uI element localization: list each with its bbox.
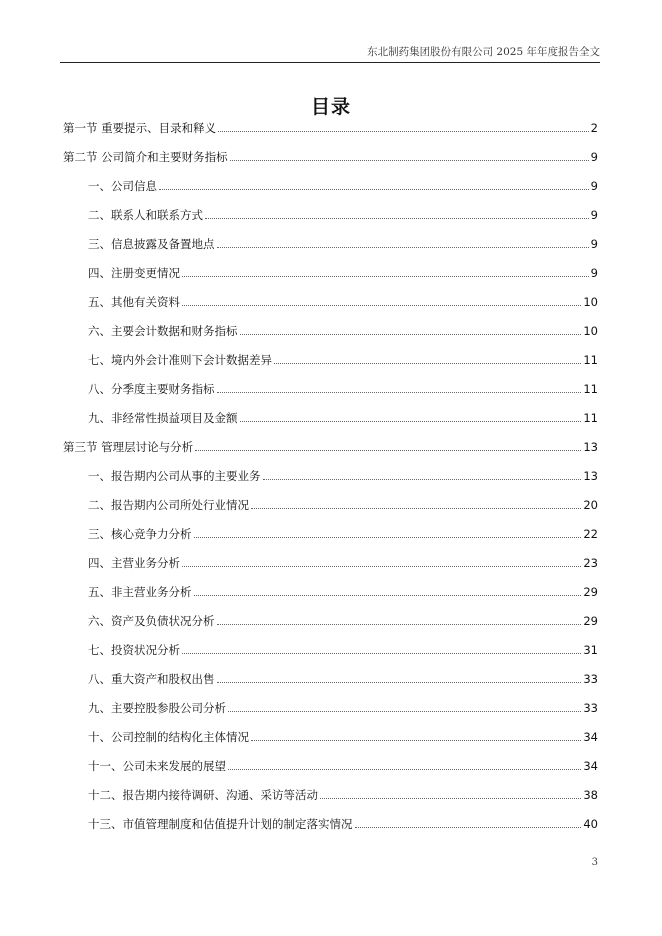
toc-entry-page: 9 <box>590 237 598 251</box>
toc-entry-label: 八、分季度主要财务指标 <box>88 382 215 396</box>
toc-entry-label: 六、主要会计数据和财务指标 <box>88 324 238 338</box>
toc-entry-label: 第二节 公司简介和主要财务指标 <box>63 150 228 164</box>
toc-entry-label: 八、重大资产和股权出售 <box>88 672 215 686</box>
toc-entry-page: 10 <box>583 324 598 338</box>
toc-dot-leader <box>230 159 589 161</box>
toc-dot-leader <box>194 594 582 596</box>
toc-dot-leader <box>218 130 589 132</box>
toc-entry-page: 33 <box>583 672 598 686</box>
toc-entry-label: 九、主要控股参股公司分析 <box>88 701 226 715</box>
toc-dot-leader <box>251 507 581 509</box>
toc-entry-page: 33 <box>583 701 598 715</box>
toc-subsection-entry[interactable] <box>88 700 598 720</box>
toc-section-entry[interactable] <box>63 120 598 140</box>
toc-subsection-entry[interactable] <box>88 613 598 633</box>
toc-subsection-entry[interactable] <box>88 410 598 430</box>
toc-entry-label: 一、报告期内公司从事的主要业务 <box>88 469 261 483</box>
toc-subsection-entry[interactable] <box>88 787 598 807</box>
toc-entry-page: 9 <box>590 266 598 280</box>
toc-entry-page: 10 <box>583 295 598 309</box>
toc-subsection-entry[interactable] <box>88 555 598 575</box>
toc-dot-leader <box>217 623 582 625</box>
toc-dot-leader <box>320 797 581 799</box>
toc-subsection-entry[interactable] <box>88 584 598 604</box>
toc-subsection-entry[interactable] <box>88 352 598 372</box>
toc-entry-label: 第三节 管理层讨论与分析 <box>63 440 194 454</box>
toc-entry-page: 29 <box>583 585 598 599</box>
toc-entry-page: 31 <box>583 643 598 657</box>
toc-entry-label: 二、报告期内公司所处行业情况 <box>88 498 249 512</box>
toc-dot-leader <box>194 536 582 538</box>
toc-entry-page: 38 <box>583 788 598 802</box>
toc-dot-leader <box>240 420 582 422</box>
toc-entry-page: 40 <box>583 817 598 831</box>
toc-entry-label: 六、资产及负债状况分析 <box>88 614 215 628</box>
toc-dot-leader <box>182 304 581 306</box>
running-header: 东北制药集团股份有限公司 2025 年年度报告全文 <box>367 46 600 58</box>
toc-subsection-entry[interactable] <box>88 642 598 662</box>
toc-dot-leader <box>263 478 582 480</box>
toc-entry-page: 23 <box>583 556 598 570</box>
toc-entry-page: 34 <box>583 759 598 773</box>
toc-dot-leader <box>182 275 589 277</box>
toc-title: 目录 <box>310 96 351 118</box>
toc-subsection-entry[interactable] <box>88 468 598 488</box>
toc-subsection-entry[interactable] <box>88 816 598 836</box>
toc-entry-label: 九、非经常性损益项目及金额 <box>88 411 238 425</box>
toc-entry-label: 七、投资状况分析 <box>88 643 180 657</box>
toc-entry-label: 十一、公司未来发展的展望 <box>88 759 226 773</box>
toc-entry-page: 13 <box>583 469 598 483</box>
toc-dot-leader <box>182 652 581 654</box>
toc-entry-label: 四、注册变更情况 <box>88 266 180 280</box>
toc-dot-leader <box>228 768 581 770</box>
toc-subsection-entry[interactable] <box>88 236 598 256</box>
toc-entry-page: 34 <box>583 730 598 744</box>
toc-subsection-entry[interactable] <box>88 729 598 749</box>
toc-dot-leader <box>205 217 589 219</box>
toc-entry-page: 9 <box>590 208 598 222</box>
toc-entry-page: 9 <box>590 150 598 164</box>
header-divider <box>60 62 600 63</box>
toc-entry-page: 11 <box>583 353 598 367</box>
toc-entry-page: 20 <box>583 498 598 512</box>
toc-dot-leader <box>228 710 581 712</box>
toc-entry-label: 第一节 重要提示、目录和释义 <box>63 121 217 135</box>
toc-entry-page: 22 <box>583 527 598 541</box>
toc-entry-label: 五、非主营业务分析 <box>88 585 192 599</box>
toc-subsection-entry[interactable] <box>88 671 598 691</box>
toc-entry-label: 二、联系人和联系方式 <box>88 208 203 222</box>
toc-dot-leader <box>159 188 589 190</box>
toc-entry-label: 四、主营业务分析 <box>88 556 180 570</box>
toc-entry-page: 13 <box>583 440 598 454</box>
toc-dot-leader <box>355 826 582 828</box>
toc-dot-leader <box>195 449 581 451</box>
toc-dot-leader <box>217 391 582 393</box>
toc-dot-leader <box>251 739 581 741</box>
toc-dot-leader <box>240 333 582 335</box>
toc-entry-label: 五、其他有关资料 <box>88 295 180 309</box>
toc-entry-label: 十二、报告期内接待调研、沟通、采访等活动 <box>88 788 318 802</box>
toc-entry-page: 29 <box>583 614 598 628</box>
page-number: 3 <box>591 857 598 868</box>
toc-subsection-entry[interactable] <box>88 207 598 227</box>
toc-subsection-entry[interactable] <box>88 294 598 314</box>
toc-entry-label: 一、公司信息 <box>88 179 157 193</box>
toc-subsection-entry[interactable] <box>88 381 598 401</box>
toc-dot-leader <box>217 246 589 248</box>
toc-entry-page: 2 <box>590 121 598 135</box>
toc-subsection-entry[interactable] <box>88 265 598 285</box>
toc-section-entry[interactable] <box>63 439 598 459</box>
toc-entry-label: 三、核心竞争力分析 <box>88 527 192 541</box>
toc-entry-page: 9 <box>590 179 598 193</box>
toc-subsection-entry[interactable] <box>88 758 598 778</box>
toc-subsection-entry[interactable] <box>88 497 598 517</box>
toc-dot-leader <box>182 565 581 567</box>
toc-entry-page: 11 <box>583 382 598 396</box>
toc-section-entry[interactable] <box>63 149 598 169</box>
toc-entry-page: 11 <box>583 411 598 425</box>
toc-subsection-entry[interactable] <box>88 323 598 343</box>
toc-entry-label: 三、信息披露及备置地点 <box>88 237 215 251</box>
toc-entry-label: 十三、市值管理制度和估值提升计划的制定落实情况 <box>88 817 353 831</box>
toc-subsection-entry[interactable] <box>88 178 598 198</box>
toc-dot-leader <box>274 362 581 364</box>
toc-dot-leader <box>217 681 582 683</box>
toc-entry-label: 十、公司控制的结构化主体情况 <box>88 730 249 744</box>
toc-entry-label: 七、境内外会计准则下会计数据差异 <box>88 353 272 367</box>
toc-subsection-entry[interactable] <box>88 526 598 546</box>
